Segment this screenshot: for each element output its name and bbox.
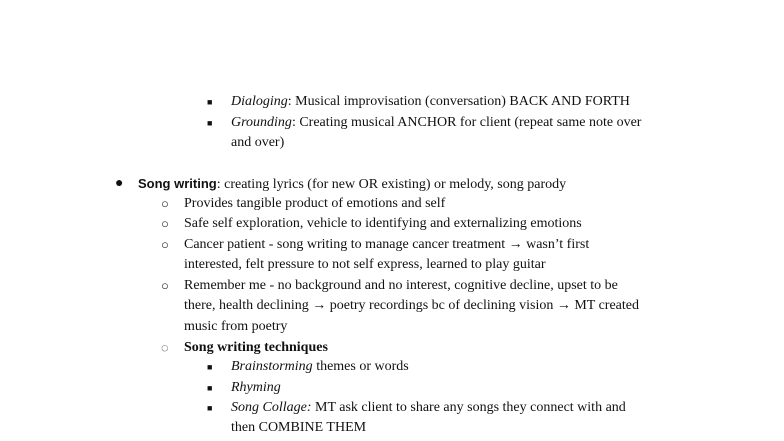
term-song-writing: Song writing — [138, 176, 217, 191]
square-bullet: ■ — [207, 118, 213, 128]
dialoging-text: : Musical improvisation (conversation) BACK AND FORTH — [287, 94, 630, 109]
list-item-grounding — [231, 113, 641, 133]
list-item-dialoging — [231, 92, 630, 112]
grounding-text: : Creating musical ANCHOR for client (repeat same note over — [291, 115, 642, 130]
list-item-song-collage — [231, 398, 626, 418]
square-bullet: ■ — [207, 362, 213, 372]
remember-continued-1: there, health declining → poetry recordings bc of declining vision → MT created — [184, 298, 639, 313]
dotted-circle-bullet: ◌ — [161, 340, 169, 355]
song-collage-continued: then COMBINE THEM — [231, 420, 367, 435]
circle-bullet: ○ — [161, 196, 169, 211]
term-grounding: Grounding — [231, 115, 292, 130]
list-item-safe: Safe self exploration, vehicle to identifying and externalizing emotions — [184, 216, 582, 231]
term-brainstorming: Brainstorming — [231, 359, 313, 374]
dot-bullet: ● — [115, 176, 124, 191]
song-collage-text: MT ask client to share any songs they connect with and — [311, 400, 626, 415]
cancer-continued: interested, felt pressure to not self express, learned to play guitar — [184, 257, 546, 272]
list-item-techniques: Song writing techniques — [184, 340, 328, 355]
circle-bullet: ○ — [161, 237, 169, 252]
circle-bullet: ○ — [161, 216, 169, 231]
grounding-text-continued: and over) — [231, 135, 285, 150]
brainstorming-text: themes or words — [312, 359, 409, 374]
list-item-song-writing — [138, 174, 566, 195]
term-rhyming: Rhyming — [231, 380, 281, 395]
song-writing-text: : creating lyrics (for new OR existing) or melody, song parody — [216, 177, 567, 192]
list-item-provides: Provides tangible product of emotions and self — [184, 196, 446, 211]
square-bullet: ■ — [207, 403, 213, 413]
term-dialoging: Dialoging — [231, 94, 288, 109]
list-item-brainstorming — [231, 357, 409, 377]
list-item-cancer: Cancer patient - song writing to manage cancer treatment → wasn’t first — [184, 237, 590, 252]
term-song-collage: Song Collage: — [231, 400, 312, 415]
circle-bullet: ○ — [161, 278, 169, 293]
remember-continued-2: music from poetry — [184, 319, 288, 334]
square-bullet: ■ — [207, 383, 213, 393]
square-bullet: ■ — [207, 97, 213, 107]
list-item-rhyming — [231, 378, 281, 398]
list-item-remember: Remember me - no background and no interest, cognitive decline, upset to be — [184, 278, 618, 293]
